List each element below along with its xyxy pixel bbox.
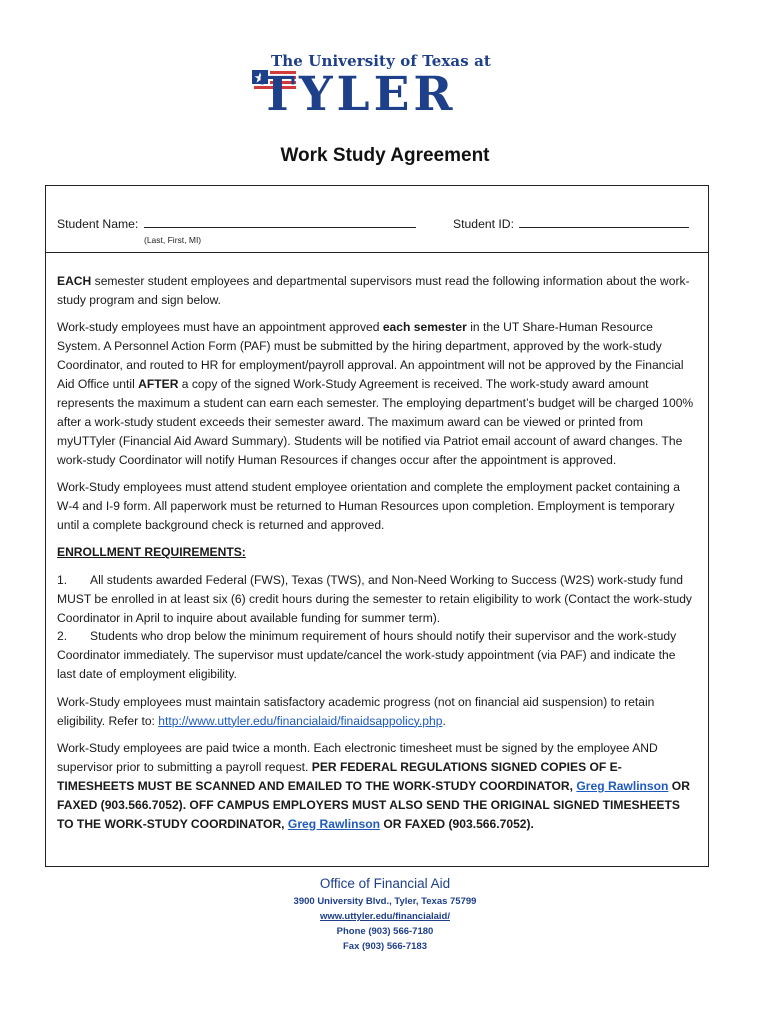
emphasis-text: PER FEDERAL REGULATIONS SIGNED COPIES OF E-TIMESHEETS MUST BE SCANNED AND EMAILED TO THE WORK-STUDY COORDINATOR, [57,759,622,793]
requirement-text: All students awarded Federal (FWS), Texas (TWS), and Non-Need Working to Success (W2S) work-study fund MUST be enrolled in at least six (6) credit hours during the semester to retain eligibility to work (Contact the work-study Coordinator in April to inquire about available funding for summer term). [57,572,692,625]
student-id-input[interactable] [519,216,689,228]
enrollment-heading: ENROLLMENT REQUIREMENTS: [57,545,246,560]
student-name-hint: (Last, First, MI) [144,235,202,245]
paragraph-text: semester student employees and departmental supervisors must read the following information about the work-study program and sign below. [57,274,690,307]
paragraph-appointment [57,318,697,469]
paragraph-payroll [57,739,697,834]
office-website-link[interactable]: www.uttyler.edu/financialaid/ [319,911,451,922]
student-id-field [453,216,689,231]
requirement-2 [57,627,697,684]
office-address: 3900 University Blvd., Tyler, Texas 75799 [293,896,477,907]
emphasis-text: OR FAXED (903.566.7052). [379,816,534,831]
office-fax: Fax (903) 566-7183 [343,941,427,952]
student-name-input[interactable] [144,216,416,228]
emphasis-text: each semester [382,320,467,335]
coordinator-link[interactable]: Greg Rawlinson [287,816,380,831]
emphasis-text: AFTER [138,377,179,392]
agreement-box [45,185,709,867]
paragraph-text: Work-study employees must have an appointment approved [57,320,383,335]
requirement-number: 1. [57,572,68,587]
requirement-1 [57,571,697,628]
paragraph-each-semester [57,272,697,310]
policy-link[interactable]: http://www.uttyler.edu/financialaid/finaidsappolicy.php [158,713,443,728]
student-name-field [57,216,416,231]
agreement-body [57,272,697,842]
requirement-text: Students who drop below the minimum requirement of hours should notify their supervisor and the work-study Coordinator immediately. The supervisor must update/cancel the work-study appointment (via PAF) and indicate the last date of employment eligibility. [57,629,677,682]
office-phone: Phone (903) 566-7180 [336,926,434,937]
paragraph-text: a copy of the signed Work-Study Agreement is received. The work-study award amount represents the maximum a student can earn each semester. The employing department’s budget will be charged 100% after a work-study student exceeds their semester award. The maximum award can be viewed or printed from myUTTyler (Financial Aid Award Summary). Students will be notified via Patriot email account of award changes. The work-study Coordinator will notify Human Resources if changes occur after the appointment is approved. [57,377,694,467]
office-name: Office of Financial Aid [319,876,451,891]
paragraph-text: . [442,713,446,728]
paragraph-academic-progress [57,693,697,731]
logo-line-2: TYLER [260,67,457,122]
requirement-number: 2. [57,629,68,644]
page-title: Work Study Agreement [280,145,490,166]
each-emphasis: EACH [57,274,92,288]
office-footer [0,876,770,954]
paragraph-text: Work-Study employees must maintain satisfactory academic progress (not on financial aid suspension) to retain eligibility. Refer to: [57,694,655,728]
emphasis-text: OR FAXED (903.566.7052). OFF CAMPUS EMPLOYERS MUST ALSO SEND THE ORIGINAL SIGNED TIMESHEETS TO THE WORK-STUDY COORDINATOR, [57,778,690,831]
coordinator-link[interactable]: Greg Rawlinson [576,778,669,793]
paragraph-text: in the UT Share-Human Resource System. A Personnel Action Form (PAF) must be submitted by the hiring department, approved by the work-study Coordinator, and routed to HR for employment/payroll approval. An appointment will not be approved by the Financial Aid Office until [57,320,684,392]
paragraph-text: Work-Study employees are paid twice a month. Each electronic timesheet must be signed by the employee AND supervisor prior to submitting a payroll request. [57,740,658,774]
student-id-label: Student ID: [453,217,514,231]
paragraph-orientation: Work-Study employees must attend student employee orientation and complete the employment packet containing a W-4 and I-9 form. All paperwork must be returned to Human Resources upon completion. Employment is temporary until a complete background check is returned and approved. [57,480,680,532]
divider [46,252,708,253]
logo-line-1: The University of Texas at [271,52,491,70]
student-name-label: Student Name: [57,217,139,231]
university-logo [250,52,512,124]
